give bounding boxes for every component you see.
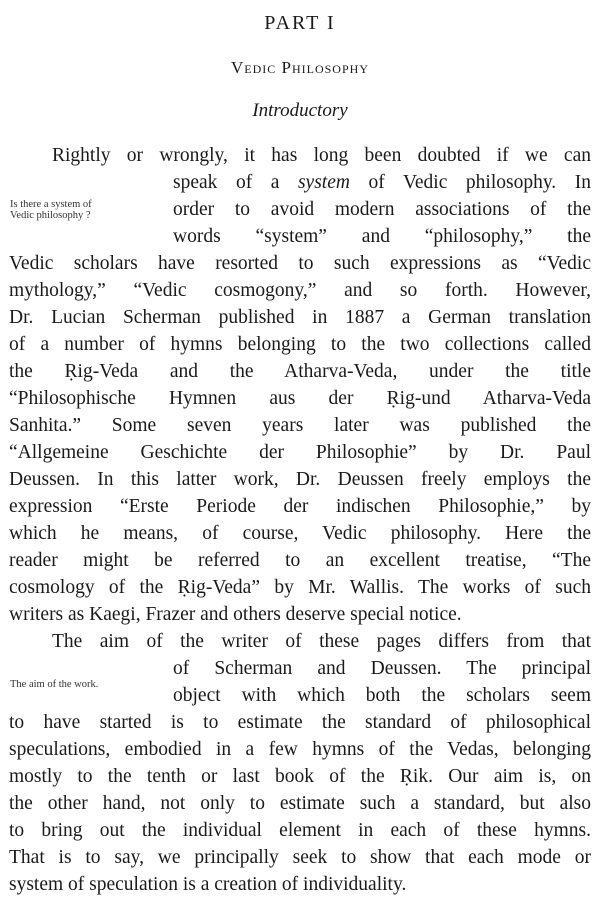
paragraph-1-line: mythology,” “Vedic cosmogony,” and so forth. However,	[9, 280, 591, 301]
paragraph-2-line: to have started is to estimate the standard of philosophical	[9, 712, 591, 733]
paragraph-1-line: the Ṛig-Veda and the Atharva-Veda, under the title	[9, 361, 591, 382]
paragraph-2-line: speculations, embodied in a few hymns of the Vedas, belonging	[9, 739, 591, 760]
paragraph-2-line: object with which both the scholars seem	[173, 685, 591, 706]
margin-note-system	[10, 199, 92, 221]
paragraph-2-line: to bring out the individual element in each of these hymns.	[9, 820, 591, 841]
part-heading: PART I	[264, 12, 336, 34]
emphasis-system: system	[297, 172, 350, 193]
paragraph-1-line: writers as Kaegi, Frazer and others deserve special notice.	[9, 604, 462, 625]
section-subtitle: Introductory	[252, 100, 348, 121]
text-span: speak of a	[173, 172, 298, 193]
paragraph-2-line: system of speculation is a creation of individuality.	[9, 874, 407, 895]
margin-note-line: Vedic philosophy ?	[10, 210, 91, 221]
chapter-heading: Vedic Philosophy	[231, 58, 369, 77]
paragraph-1-line: Dr. Lucian Scherman published in 1887 a German translation	[9, 307, 591, 328]
paragraph-2-line: That is to say, we principally seek to show that each mode or	[9, 847, 591, 868]
paragraph-1-line	[173, 171, 591, 195]
paragraph-1-line: cosmology of the Ṛig-Veda” by Mr. Wallis. The works of such	[9, 577, 591, 598]
paragraph-1-line: Sanhita.” Some seven years later was published the	[9, 415, 591, 436]
paragraph-1-line: words “system” and “philosophy,” the	[173, 226, 591, 247]
paragraph-1-line: order to avoid modern associations of the	[173, 199, 591, 220]
paragraph-1-line: Rightly or wrongly, it has long been doubted if we can	[52, 145, 591, 166]
margin-note-line: Is there a system of	[10, 199, 92, 210]
paragraph-2-line: The aim of the writer of these pages differs from that	[52, 631, 591, 652]
paragraph-2-line: mostly to the tenth or last book of the Ṛik. Our aim is, on	[9, 766, 591, 787]
paragraph-1-line: Vedic scholars have resorted to such expressions as “Vedic	[9, 253, 591, 274]
paragraph-2-line: of Scherman and Deussen. The principal	[173, 658, 591, 679]
paragraph-1-line: expression “Erste Periode der indischen Philosophie,” by	[9, 496, 591, 517]
paragraph-2-line: the other hand, not only to estimate such a standard, but also	[9, 793, 591, 814]
paragraph-1-line: of a number of hymns belonging to the two collections called	[9, 334, 591, 355]
paragraph-1-line: Deussen. In this latter work, Dr. Deussen freely employs the	[9, 469, 591, 490]
paragraph-1-line: “Philosophische Hymnen aus der Ṛig-und Atharva-Veda	[9, 388, 591, 409]
text-span: of Vedic philosophy. In	[349, 172, 591, 193]
paragraph-1-line: “Allgemeine Geschichte der Philosophie” by Dr. Paul	[9, 442, 591, 463]
paragraph-1-line: reader might be referred to an excellent treatise, “The	[9, 550, 591, 571]
paragraph-1-line: which he means, of course, Vedic philosophy. Here the	[9, 523, 591, 544]
margin-note-aim	[10, 679, 98, 690]
margin-note-line: The aim of the work.	[10, 679, 99, 690]
